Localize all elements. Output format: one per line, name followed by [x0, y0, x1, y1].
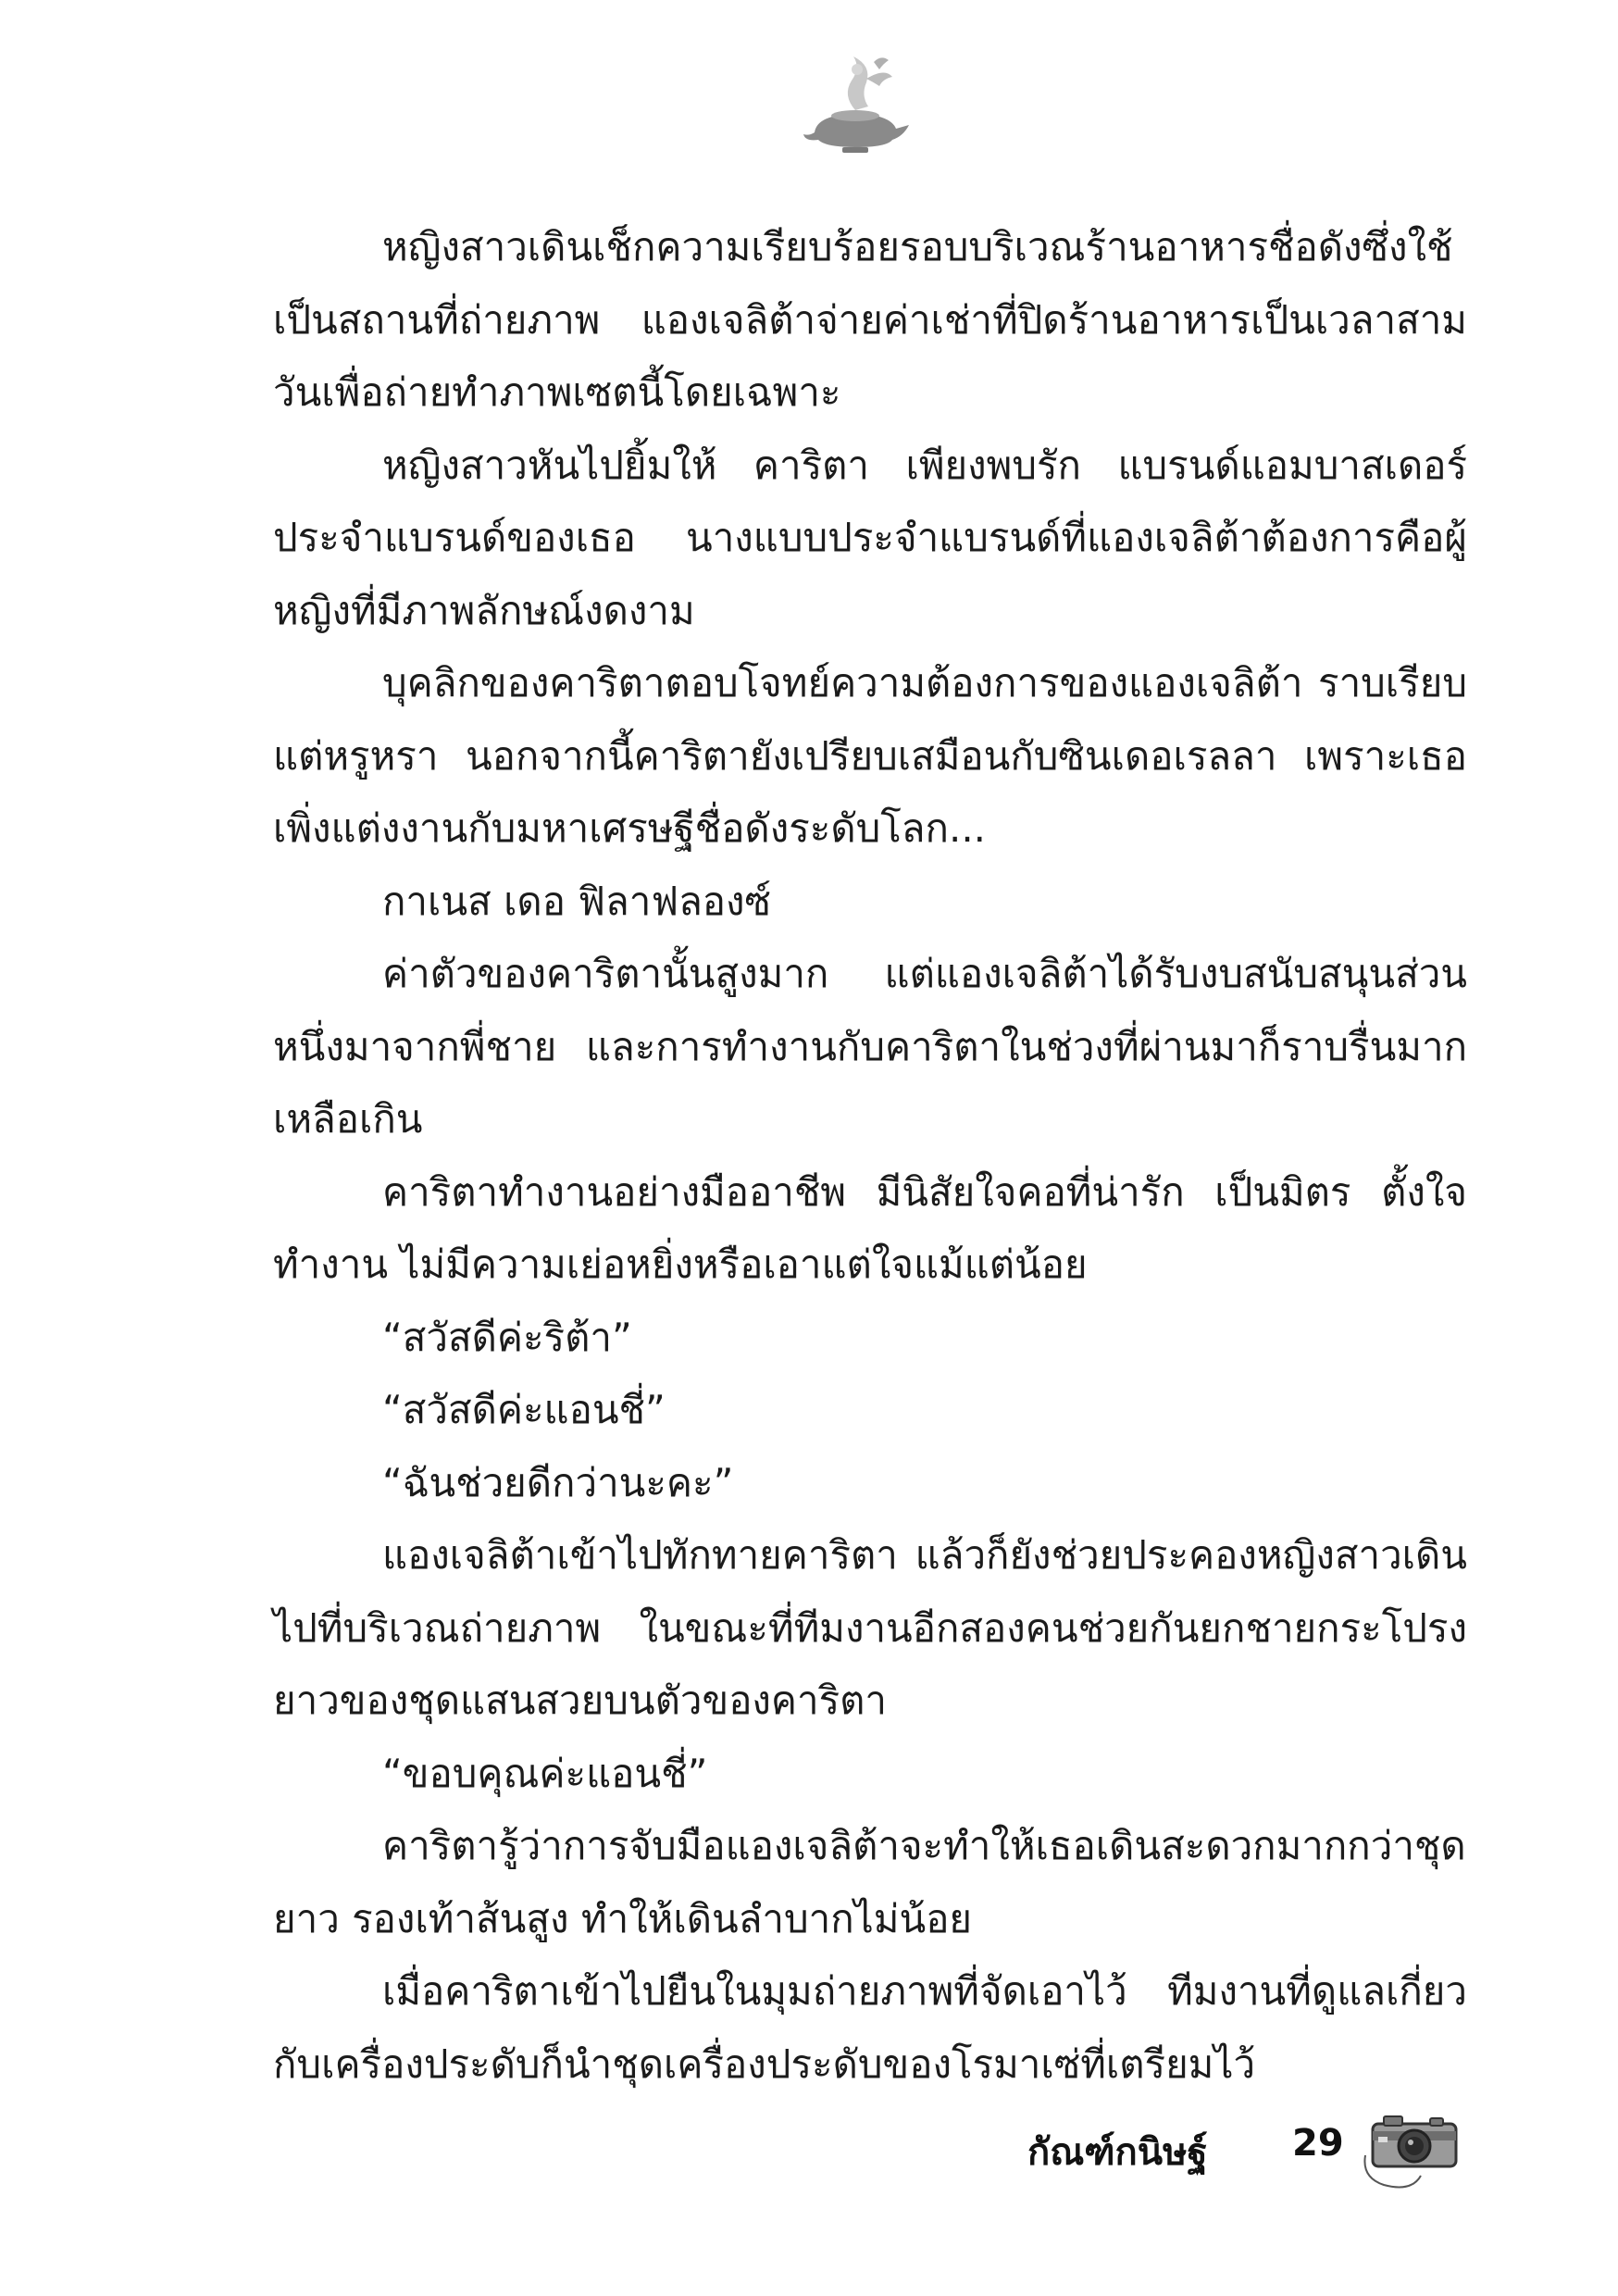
paragraph: ค่าตัวของคาริตานั้นสูงมาก แต่แองเจลิต้าได้รับงบสนับสนุนส่วนหนึ่งมาจากพี่ชาย และการทำงานกับคาริตาในช่วงที่ผ่านมาก็ราบรื่นมากเหลือเกิน	[273, 951, 1467, 1142]
genie-lamp-icon	[796, 51, 916, 162]
paragraph: หญิงสาวหันไปยิ้มให้ คาริตา เพียงพบรัก แบรนด์แอมบาสเดอร์ประจำแบรนด์ของเธอ นางแบบประจำแบรนด์ที่แองเจลิต้าต้องการคือผู้หญิงที่มีภาพลักษณ์งดงาม	[273, 442, 1467, 633]
paragraph: แองเจลิต้าเข้าไปทักทายคาริตา แล้วก็ยังช่วยประคองหญิงสาวเดินไปที่บริเวณถ่ายภาพ ในขณะที่ทีมงานอีกสองคนช่วยกันยกชายกระโปรงยาวของชุดแสนสวยบนตัวของคาริตา	[273, 1532, 1467, 1723]
dialogue-line: “สวัสดีค่ะริต้า”	[382, 1314, 632, 1360]
paragraph: เมื่อคาริตาเข้าไปยืนในมุมถ่ายภาพที่จัดเอาไว้ ทีมงานที่ดูแลเกี่ยวกับเครื่องประดับก็นำชุดเครื่องประดับของโรมาเซ่ที่เตรียมไว้	[273, 1968, 1467, 2087]
paragraph: คาริตารู้ว่าการจับมือแองเจลิต้าจะทำให้เธอเดินสะดวกมากกว่าชุดยาว รองเท้าส้นสูง ทำให้เดินลำบากไม่น้อย	[273, 1823, 1466, 1941]
paragraph: กาเนส เดอ ฟิลาฟลองซ์	[382, 878, 772, 924]
chapter-body-text	[273, 211, 1467, 2101]
paragraph: บุคลิกของคาริตาตอบโจทย์ความต้องการของแองเจลิต้า ราบเรียบแต่หรูหรา นอกจากนี้คาริตายังเปรียบเสมือนกับซินเดอเรลลา เพราะเธอเพิ่งแต่งงานกับมหาเศรษฐีชื่อดังระดับโลก...	[273, 660, 1467, 851]
dialogue-line: “ฉันช่วยดีกว่านะคะ”	[382, 1459, 734, 1505]
paragraph: หญิงสาวเดินเช็กความเรียบร้อยรอบบริเวณร้านอาหารชื่อดังซึ่งใช้เป็นสถานที่ถ่ายภาพ แองเจลิต้าจ่ายค่าเช่าที่ปิดร้านอาหารเป็นเวลาสามวันเพื่อถ่ายทำภาพเซตนี้โดยเฉพาะ	[273, 224, 1467, 415]
dialogue-line: “สวัสดีค่ะแอนชี่”	[382, 1387, 666, 1432]
page-footer	[1027, 2103, 1490, 2215]
book-title: กัณฑ์กนิษฐ์	[1027, 2131, 1208, 2174]
dialogue-line: “ขอบคุณค่ะแอนชี่”	[382, 1750, 708, 1796]
page-number: 29	[1292, 2122, 1344, 2165]
paragraph: คาริตาทำงานอย่างมืออาชีพ มีนิสัยใจคอที่น่ารัก เป็นมิตร ตั้งใจทำงาน ไม่มีความเย่อหยิ่งหรือเอาแต่ใจแม้แต่น้อย	[273, 1168, 1467, 1287]
camera-icon	[1356, 2103, 1467, 2196]
